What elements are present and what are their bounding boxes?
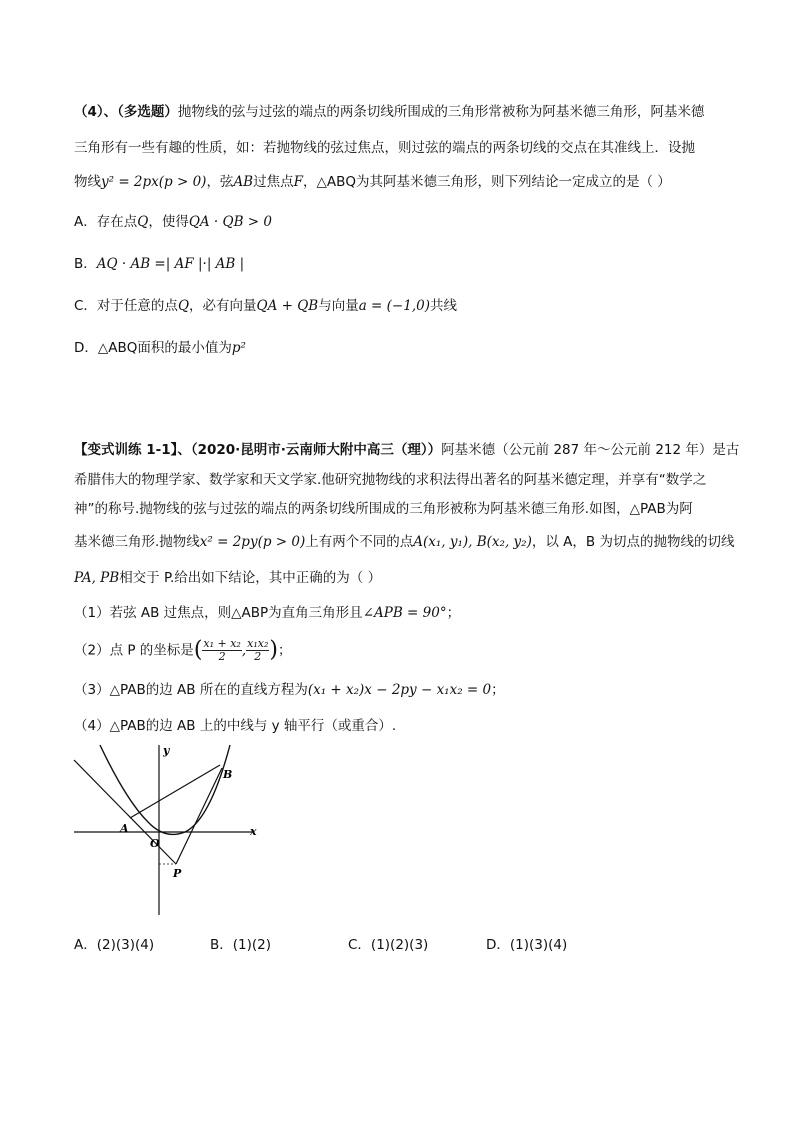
label-b: B xyxy=(223,768,233,781)
q4-option-a: A．存在点Q，使得QA · QB > 0 xyxy=(74,214,272,230)
tangent-pb xyxy=(176,768,222,864)
q4-option-c: C．对于任意的点Q，必有向量QA + QB与向量a = (−1,0)共线 xyxy=(74,298,457,314)
conclusion-2: （2）点 P 的坐标是( $\frac{\text{x₁ + x₂}}{2}$ , $\frac{\text{x₁x₂}}{2}$ )； xyxy=(74,637,292,663)
q4-option-b: B．AQ · AB =| AF |·| AB | xyxy=(74,256,245,272)
label-a: A xyxy=(120,822,129,835)
q4-line-3: 物线y² = 2px(p > 0)，弦AB过焦点F，△ABQ为其阿基米德三角形，则下列结论一定成立的是（ ） xyxy=(74,174,671,190)
variant-option-b: B．(1)(2) xyxy=(210,937,272,953)
q4-label: （4）、（多选题） xyxy=(74,104,178,120)
q4-option-d: D．△ABQ面积的最小值为p² xyxy=(74,340,246,356)
conclusion-4: （4）△PAB的边 AB 上的中线与 y 轴平行（或重合）. xyxy=(74,718,397,734)
variant-line-4: 基米德三角形.抛物线x² = 2py(p > 0)上有两个不同的点A(x₁, y₁), B(x₂, y₂)，以 A，B 为切点的抛物线的切线 xyxy=(74,534,735,550)
conclusion-3: （3）△PAB的边 AB 所在的直线方程为(x₁ + x₂)x − 2py − x₁x₂ = 0； xyxy=(74,682,505,698)
variant-line-5: PA, PB相交于 P.给出如下结论，其中正确的为（ ） xyxy=(74,570,382,586)
option-c-vector-a: a = (−1,0) xyxy=(358,298,430,314)
option-a-math: QA · QB > 0 xyxy=(188,214,272,230)
option-c-vector-sum: QA + QB xyxy=(256,298,319,314)
label-p: P xyxy=(173,867,182,880)
variant-line-1: 【变式训练 1-1】、（2020·昆明市·云南师大附中高三（理））阿基米德（公元前 287 年～公元前 212 年）是古 xyxy=(74,442,740,458)
variant-option-a: A．(2)(3)(4) xyxy=(74,937,155,953)
label-x: x xyxy=(250,825,257,838)
parabola-figure xyxy=(70,740,270,920)
conclusion-1: （1）若弦 AB 过焦点，则△ABP为直角三角形且∠APB = 90°； xyxy=(74,605,461,621)
chord-ab xyxy=(130,765,220,818)
variant-option-c: C．(1)(2)(3) xyxy=(348,937,429,953)
q4-line-1 xyxy=(74,102,724,122)
variant-label: 【变式训练 1-1】、（2020·昆明市·云南师大附中高三（理）） xyxy=(74,442,442,458)
tangent-pa xyxy=(74,760,176,864)
frac-y: $\frac{\text{x₁x₂}}{2}$ xyxy=(247,637,269,663)
option-b-math: AQ · AB =| AF |·| AB | xyxy=(96,256,245,272)
q4-line-1-text: 抛物线的弦与过弦的端点的两条切线所围成的三角形常被称为阿基米德三角形，阿基米德 xyxy=(177,104,705,120)
variant-line-3: 神”的称号.抛物线的弦与过弦的端点的两条切线所围成的三角形被称为阿基米德三角形.如图，△PAB为阿 xyxy=(74,501,693,517)
parabola-equation: y² = 2px(p > 0) xyxy=(101,174,207,190)
label-y: y xyxy=(163,744,170,757)
variant-option-d: D．(1)(3)(4) xyxy=(486,937,568,953)
variant-line-2: 希腊伟大的物理学家、数学家和天文学家.他研究抛物线的求积法得出著名的阿基米德定理，并享有“数学之 xyxy=(74,472,707,488)
label-o: O xyxy=(150,837,160,850)
frac-x: $\frac{\text{x₁ + x₂}}{2}$ xyxy=(203,637,241,663)
q4-line-2: 三角形有一些有趣的性质，如：若抛物线的弦过焦点，则过弦的端点的两条切线的交点在其准线上．设抛 xyxy=(74,140,695,156)
